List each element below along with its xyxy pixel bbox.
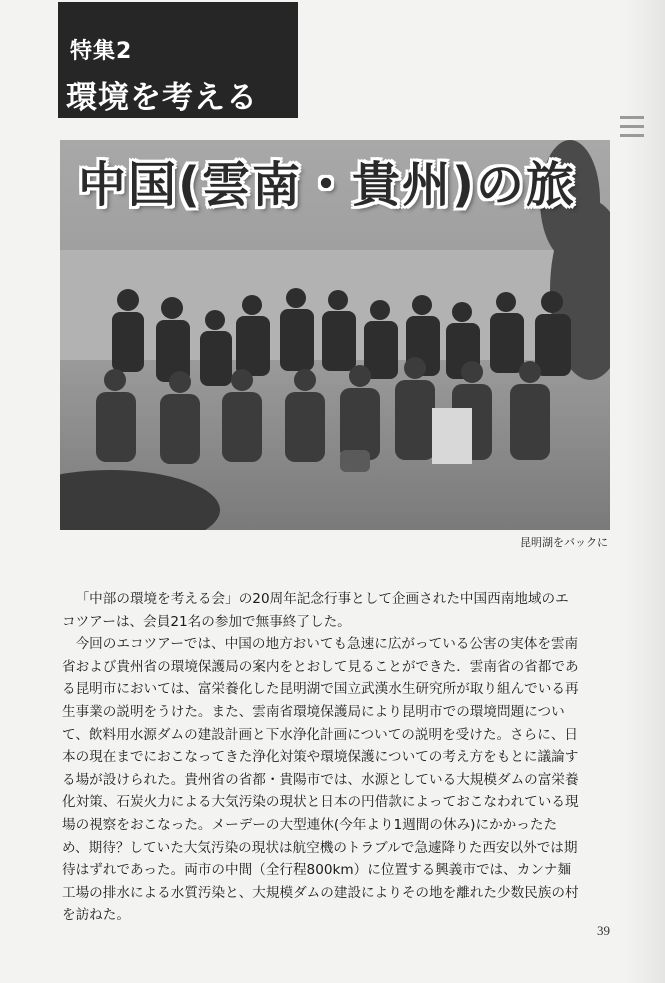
photo-caption: 昆明湖をバックに	[520, 536, 608, 549]
group-photo	[60, 140, 610, 530]
article-body	[62, 588, 582, 927]
article-headline: 中国(雲南・貴州)の旅	[78, 157, 576, 213]
section-label: 特集2	[70, 39, 133, 64]
body-paragraph: 今回のエコツアーでは、中国の地方おいても急速に広がっている公害の実体を雲南省および貴州省の環境保護局の案内をとおして見ることができた．雲南省の省都である昆明市においては、富栄養化した昆明湖で国立武漢水生研究所が取り組んでいる再生事業の説明をうけた。また、雲南省環境保護局により昆明市での環境問題について、飲料用水源ダムの建設計画と下水浄化計画についての説明を受けた。さらに、日本の現在までにおこなってきた浄化対策や環境保護についての考え方をもとに議論する場が設けられた。貴州省の省都・貴陽市では、水源としている大規模ダムの富栄養化対策、石炭火力による大気汚染の現状と日本の円借款によっておこなわれている現場の視察をおこなった。メーデーの大型連休(今年より1週間の休み)にかかったため、期待？していた大気汚染の現状は航空機のトラブルで急遽降りた西安以外では期待はずれであった。両市の中間（全行程800km）に位置する興義市では、カンナ麺工場の排水による水質汚染と、大規模ダムの建設によりその地を離れた少数民族の村を訪ねた。	[62, 636, 579, 924]
body-paragraph: 「中部の環境を考える会」の20周年記念行事として企画された中国西南地域のエコツアーは、会員21名の参加で無事終了した。	[62, 591, 569, 630]
page-number: 39	[597, 923, 610, 938]
section-title: 環境を考える	[66, 80, 258, 116]
next-page-bleed	[612, 110, 652, 170]
